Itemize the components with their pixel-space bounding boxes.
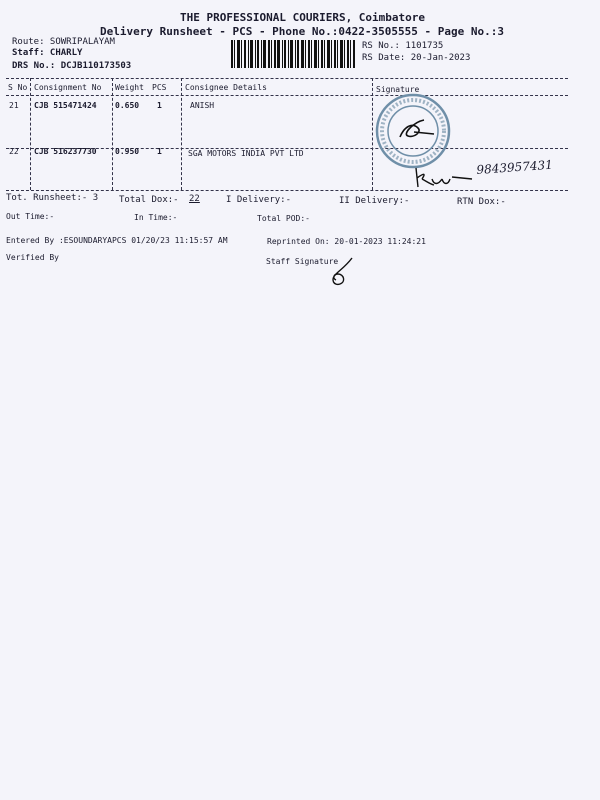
runsheet-subtitle: Delivery Runsheet - PCS - Phone No.:0422-3505555 - Page No.:3 bbox=[100, 25, 504, 38]
row-sno: 21 bbox=[9, 101, 19, 110]
drs-number: DRS No.: DCJB110173503 bbox=[12, 61, 132, 71]
row-weight: 0.950 bbox=[115, 147, 140, 156]
ii-delivery: II Delivery:- bbox=[339, 196, 410, 206]
staff-label: Staff: CHARLY bbox=[12, 48, 83, 58]
table-bottom-rule bbox=[6, 190, 568, 191]
table-top-rule bbox=[6, 78, 568, 79]
row-sno: 22 bbox=[9, 147, 19, 156]
row-consignment: CJB 516237730 bbox=[34, 147, 97, 156]
row-consignment: CJB 515471424 bbox=[34, 101, 97, 110]
row-consignee: ANISH bbox=[190, 101, 215, 110]
rtn-dox: RTN Dox:- bbox=[457, 197, 506, 207]
row-weight: 0.650 bbox=[115, 101, 140, 110]
header-signature: Signature bbox=[376, 85, 420, 94]
company-seal-stamp bbox=[374, 92, 452, 170]
row-pcs: 1 bbox=[157, 147, 162, 156]
staff-signature-label: Staff Signature bbox=[266, 257, 339, 266]
verified-by: Verified By bbox=[6, 253, 59, 262]
table-header-rule bbox=[6, 95, 568, 96]
handwritten-phone: 9843957431 bbox=[476, 157, 554, 177]
tot-runsheet: Tot. Runsheet:- 3 bbox=[6, 193, 99, 203]
reprinted-on: Reprinted On: 20-01-2023 11:24:21 bbox=[267, 237, 426, 246]
header-consignee: Consignee Details bbox=[185, 83, 267, 92]
total-pod: Total POD:- bbox=[257, 214, 310, 223]
receiver-signature bbox=[412, 165, 476, 191]
row-consignee: SGA MOTORS INDIA PVT LTD bbox=[188, 149, 304, 158]
col-divider bbox=[372, 78, 373, 190]
staff-signature bbox=[326, 256, 356, 288]
rs-date: RS Date: 20-Jan-2023 bbox=[362, 53, 471, 63]
total-dox-value: 22 bbox=[189, 194, 200, 204]
total-dox-label: Total Dox:- bbox=[119, 195, 179, 205]
col-divider bbox=[30, 78, 31, 190]
in-time: In Time:- bbox=[134, 213, 178, 222]
i-delivery: I Delivery:- bbox=[226, 195, 292, 205]
rs-number: RS No.: 1101735 bbox=[362, 41, 444, 51]
row-pcs: 1 bbox=[157, 101, 162, 110]
header-weight: Weight bbox=[115, 83, 144, 92]
col-divider bbox=[181, 78, 182, 190]
header-consignment: Consignment No bbox=[34, 83, 102, 92]
route-label: Route: SOWRIPALAYAM bbox=[12, 37, 115, 47]
out-time: Out Time:- bbox=[6, 212, 55, 221]
header-pcs: PCS bbox=[152, 83, 167, 92]
col-divider bbox=[112, 78, 113, 190]
header-sno: S No bbox=[8, 83, 28, 92]
entered-by: Entered By :ESOUNDARYAPCS 01/20/23 11:15:57 AM bbox=[6, 236, 228, 245]
barcode-image bbox=[230, 40, 356, 68]
company-title: THE PROFESSIONAL COURIERS, Coimbatore bbox=[180, 11, 426, 24]
